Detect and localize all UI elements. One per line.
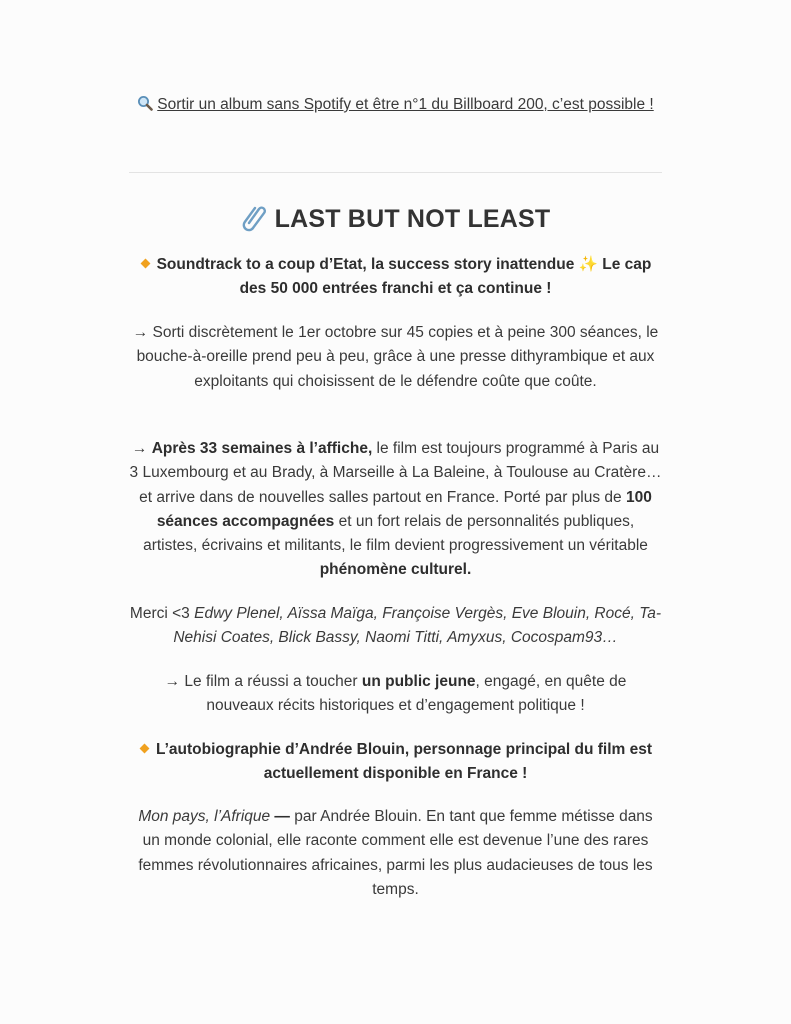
thanks-paragraph: Merci <3 Edwy Plenel, Aïssa Maïga, Françoise Vergès, Eve Blouin, Rocé, Ta-Nehisi Coates, Blick Bassy, Naomi Titti, Amyxus, Cocospam93… (129, 605, 662, 647)
item2-headline: L’autobiographie d’Andrée Blouin, personnage principal du film est actuellement disponible en France ! (129, 738, 662, 787)
sparkle-icon: ✨ (578, 256, 598, 273)
thanks-names: Edwy Plenel, Aïssa Maïga, Françoise Vergès, Eve Blouin, Rocé, Ta-Nehisi Coates, Blick Bassy, Naomi Titti, Amyxus, Cocospam93… (173, 605, 662, 647)
item1-paragraph-1: → Sorti discrètement le 1er octobre sur 45 copies et à peine 300 séances, le bouche-à-oreille prend peu à peu, grâce à une presse dithyrambique et aux exploitants qui choisissent de le défendre coûte que coûte. (132, 324, 659, 390)
paperclip-icon (241, 204, 269, 232)
book-title: Mon pays, l’Afrique (138, 808, 271, 825)
item1-paragraph-3: → Le film a réussi a toucher un public jeune, engagé, en quête de nouveaux récits historiques et d’engagement politique ! (164, 673, 627, 715)
section-title: LAST BUT NOT LEAST (274, 205, 551, 233)
album-article-link[interactable] (137, 96, 653, 113)
section-divider (129, 172, 662, 173)
magnifier-icon (137, 95, 153, 111)
item1-headline: Soundtrack to a coup d’Etat, la success story inattendue ✨ Le cap des 50 000 entrées franchi et ça continue ! (129, 253, 662, 302)
orange-diamond-icon (140, 259, 150, 269)
section-heading (129, 201, 662, 237)
orange-diamond-icon (140, 744, 150, 754)
item2-paragraph: Mon pays, l’Afrique — par Andrée Blouin. En tant que femme métisse dans un monde colonial, elle raconte comment elle est devenue l’une des rares femmes révolutionnaires africaines, parmi les plus audacieuses de tous les temps. (138, 808, 653, 898)
item1-paragraph-2: → Après 33 semaines à l’affiche, le film est toujours programmé à Paris au 3 Luxembourg et au Brady, à Marseille à La Baleine, à Toulouse au Cratère… et arrive dans de nouvelles salles partout en France. Porté par plus de 100 séances accompagnées et un fort relais de personnalités publiques, artistes, écrivains et militants, le film devient progressivement un véritable phénomène culturel. (129, 440, 662, 579)
top-link-block (129, 92, 662, 117)
album-article-link-text: Sortir un album sans Spotify et être n°1 du Billboard 200, c’est possible ! (157, 96, 654, 113)
